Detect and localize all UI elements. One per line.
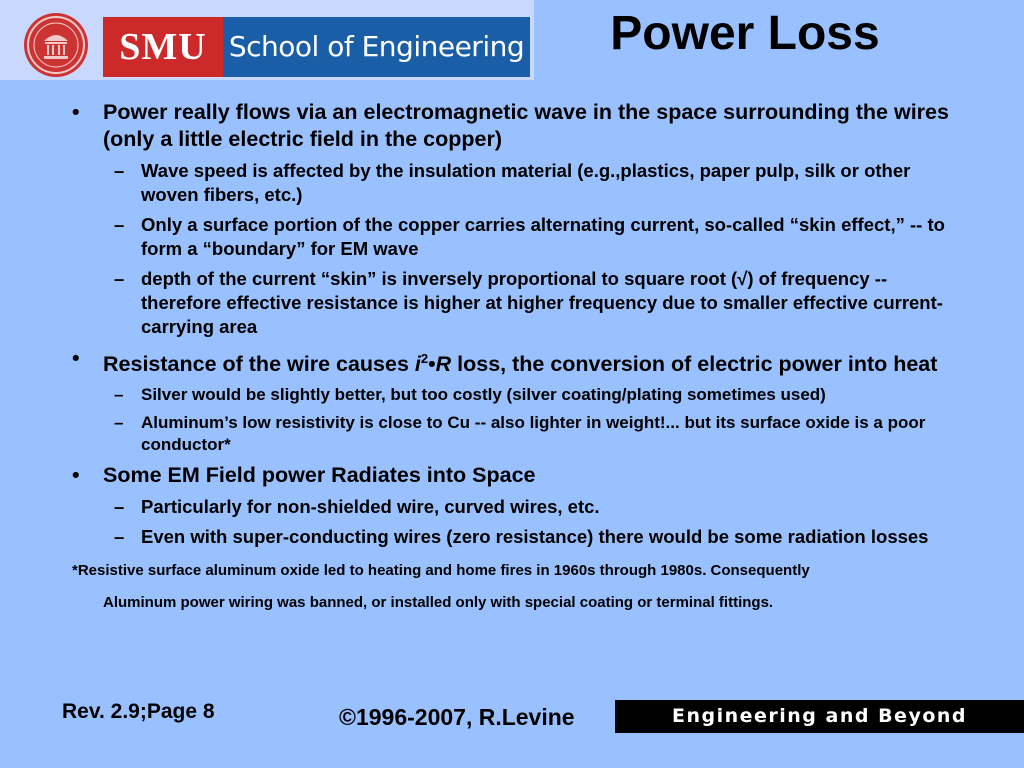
footnote-line: Aluminum power wiring was banned, or installed only with special coating or terminal fittings. xyxy=(103,594,774,612)
bullet-marker: • xyxy=(72,100,80,124)
sub-bullet-marker: – xyxy=(114,160,125,181)
sub-bullet-item xyxy=(72,159,972,207)
sub-bullet-marker: – xyxy=(114,385,124,405)
smu-logo xyxy=(0,0,534,80)
sub-bullet-text: Silver would be slightly better, but too costly (silver coating/plating sometimes used) xyxy=(141,385,826,405)
bullet-text: Some EM Field power Radiates into Space xyxy=(103,463,536,488)
bullet-text-pre: Resistance of the wire causes xyxy=(103,352,415,377)
current-symbol: i xyxy=(414,352,421,377)
sub-bullet-text: Particularly for non-shielded wire, curved wires, etc. xyxy=(141,496,600,518)
sub-bullet-item xyxy=(72,495,972,519)
sub-bullet-text: Only a surface portion of the copper carries alternating current, so-called “skin effect,” -- to form a “boundary” for EM wave xyxy=(141,214,945,259)
sub-bullet-text: depth of the current “skin” is inversely proportional to square root (√) of frequency -- therefore effective resistance is higher at higher frequency due to smaller effective current-carrying area xyxy=(141,268,943,337)
sub-bullet-item xyxy=(72,213,972,261)
bullet-item xyxy=(72,462,972,489)
bullet-item xyxy=(72,345,972,378)
sub-bullet-text: Wave speed is affected by the insulation material (e.g.,plastics, paper pulp, silk or other woven fibers, etc.) xyxy=(141,160,911,205)
sub-bullet-text: Even with super-conducting wires (zero resistance) there would be some radiation losses xyxy=(141,526,929,548)
page-number: Rev. 2.9;Page 8 xyxy=(62,700,215,723)
bullet-text-post: loss, the conversion of electric power into heat xyxy=(451,352,938,377)
slide-title: Power Loss xyxy=(610,7,880,60)
sub-bullet-text: Aluminum’s low resistivity is close to Cu -- also lighter in weight!... but its surface oxide is a poor conductor* xyxy=(141,413,926,455)
smu-wordmark: SMU xyxy=(103,17,223,77)
tagline-banner: Engineering and Beyond xyxy=(615,700,1024,733)
sub-bullet-marker: – xyxy=(114,268,125,289)
sub-bullet-item xyxy=(72,412,972,456)
footnote xyxy=(72,555,972,619)
sub-bullet-item xyxy=(72,267,972,339)
sub-bullet-item xyxy=(72,525,972,549)
bullet-item xyxy=(72,99,972,153)
bullet-marker: • xyxy=(72,346,80,370)
slide-body xyxy=(72,99,972,619)
sub-bullet-marker: – xyxy=(114,526,125,548)
exponent: 2 xyxy=(420,351,429,366)
footnote-line: *Resistive surface aluminum oxide led to heating and home fires in 1960s through 1980s. Consequently xyxy=(72,562,810,580)
sub-bullet-marker: – xyxy=(114,413,124,433)
sub-bullet-item xyxy=(72,384,972,406)
sub-bullet-marker: – xyxy=(114,496,125,518)
bullet-text: Power really flows via an electromagnetic wave in the space surrounding the wires (only a little electric field in the copper) xyxy=(103,100,949,151)
school-of-engineering-wordmark: School of Engineering xyxy=(223,17,530,77)
bullet-marker: • xyxy=(72,463,80,488)
resistance-symbol: R xyxy=(435,352,452,377)
multiply-dot: • xyxy=(428,352,436,377)
copyright: ©1996-2007, R.Levine xyxy=(339,704,575,730)
sub-bullet-marker: – xyxy=(114,214,125,235)
university-seal-icon xyxy=(24,13,88,77)
